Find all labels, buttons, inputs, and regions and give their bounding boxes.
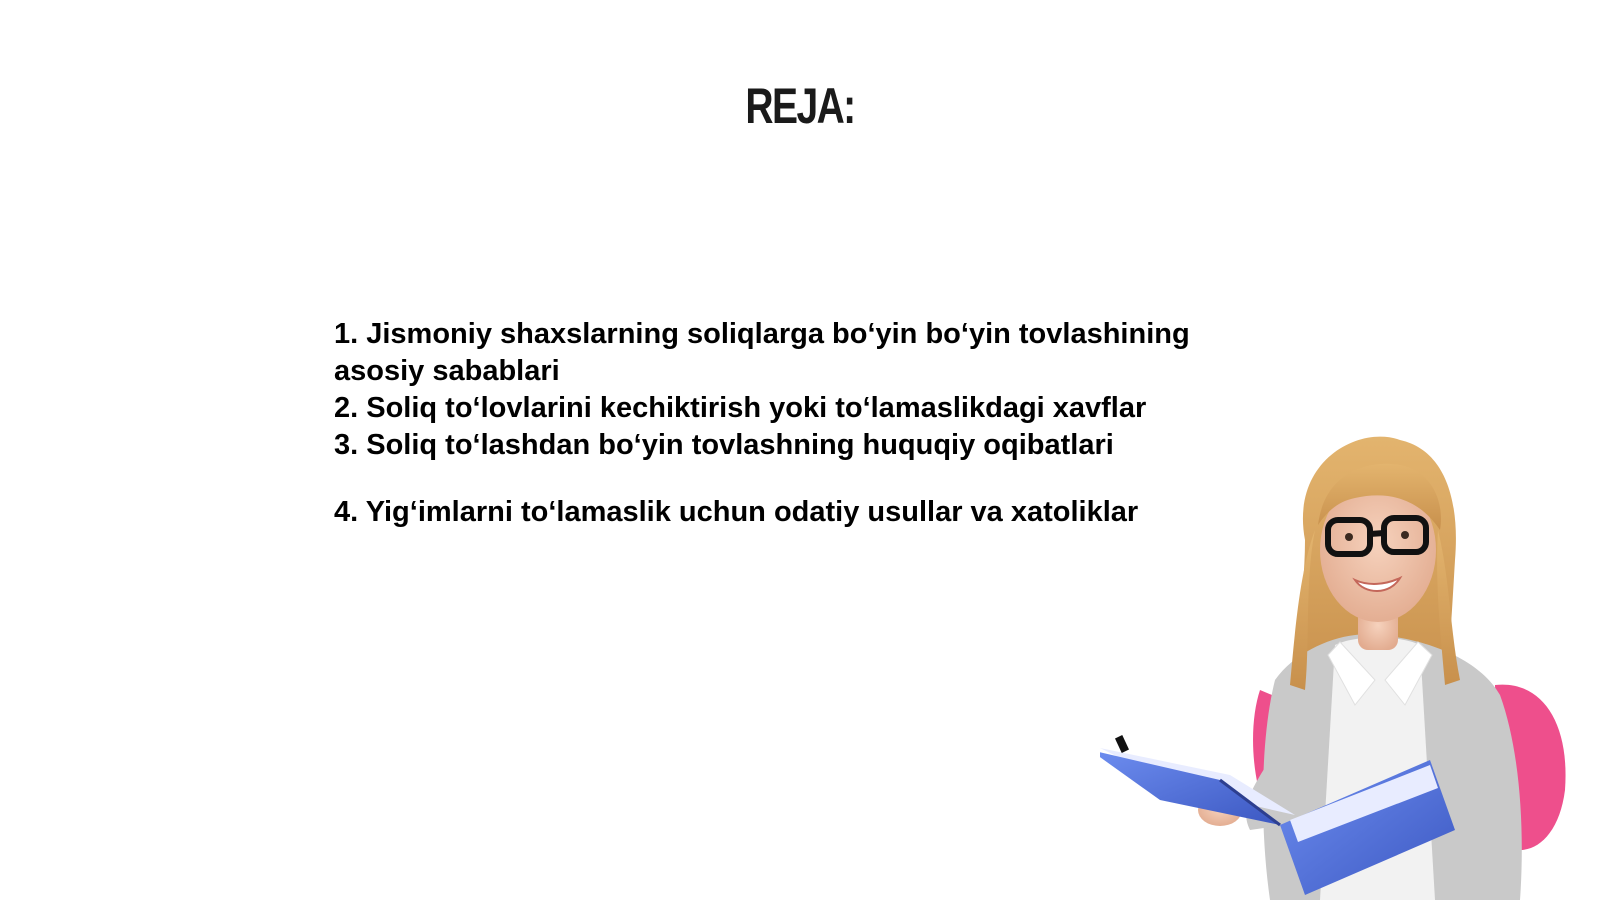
slide-title: REJA: bbox=[745, 78, 855, 134]
plan-item-2: 2. Soliq to‘lovlarini kechiktirish yoki to‘lamaslikdagi xavflar bbox=[334, 392, 1147, 424]
student-girl-illustration bbox=[1100, 430, 1600, 900]
plan-item-3: 3. Soliq to‘lashdan bo‘yin tovlashning huquqiy oqibatlari bbox=[334, 429, 1114, 461]
plan-list bbox=[334, 316, 1194, 531]
plan-item-4: 4. Yig‘imlarni to‘lamaslik uchun odatiy usullar va xatoliklar bbox=[334, 496, 1139, 528]
plan-item-1: 1. Jismoniy shaxslarning soliqlarga bo‘yin bo‘yin tovlashining asosiy sabablari bbox=[334, 318, 1190, 387]
